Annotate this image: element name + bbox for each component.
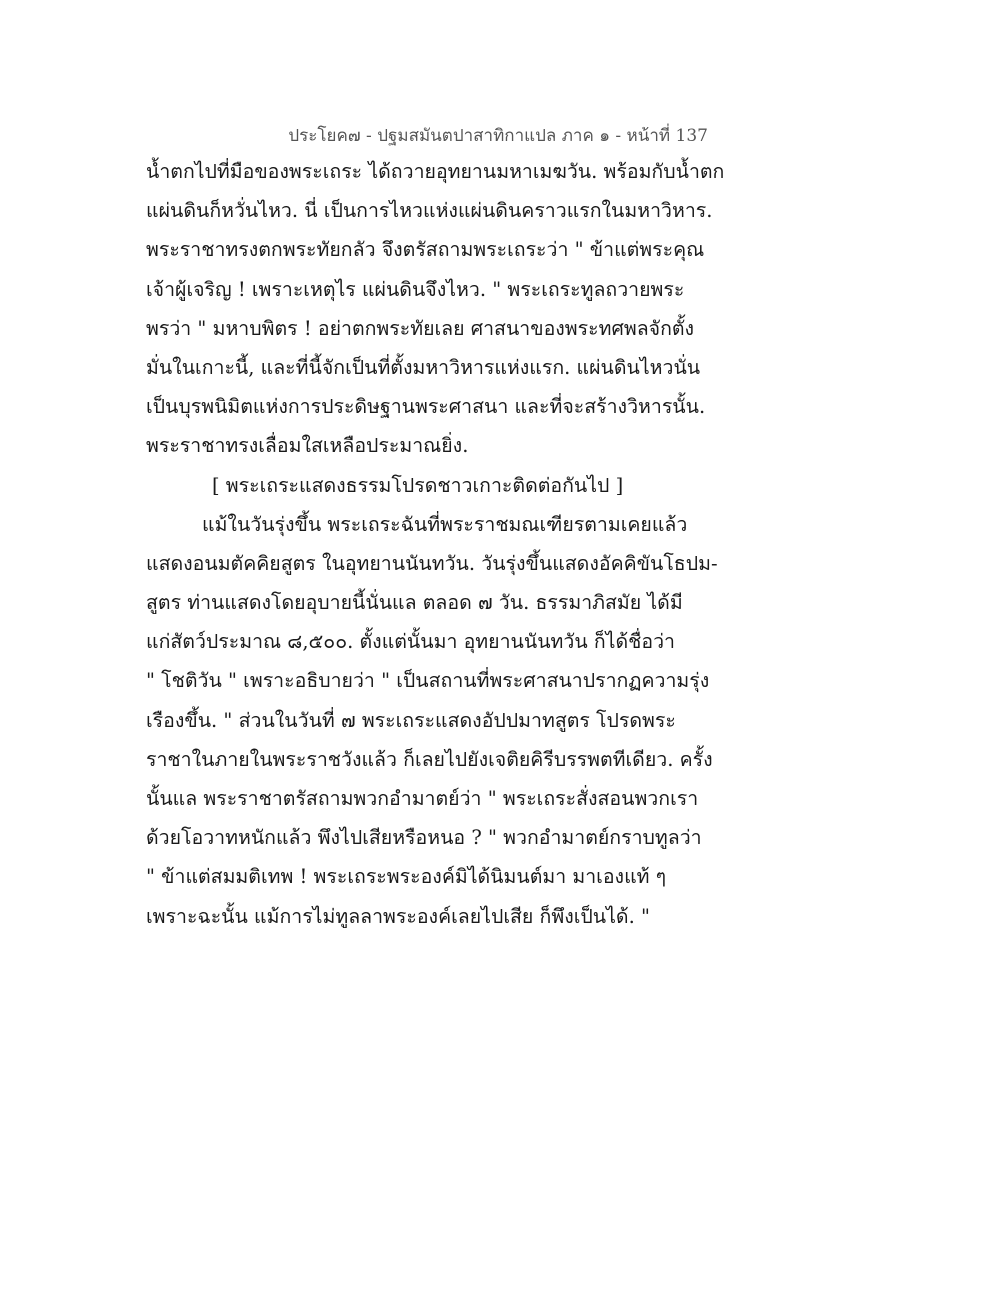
running-header: ประโยค๗ - ปฐมสมันตปาสาทิกาแปล ภาค ๑ - หน้าที่ 137 bbox=[288, 126, 708, 146]
text-line: แสดงอนมตัคคิยสูตร ในอุทยานนันทวัน. วันรุ่งขึ้นแสดงอัคคิขันโธปม- bbox=[146, 551, 718, 575]
text-line: ราชาในภายในพระราชวังแล้ว ก็เลยไปยังเจติยคิรีบรรพตทีเดียว. ครั้ง bbox=[146, 747, 713, 771]
text-line: สูตร ท่านแสดงโดยอุบายนี้นั่นแล ตลอด ๗ วัน. ธรรมาภิสมัย ได้มี bbox=[146, 591, 683, 615]
text-line: ด้วยโอวาทหนักแล้ว พึงไปเสียหรือหนอ ? " พวกอำมาตย์กราบทูลว่า bbox=[146, 826, 702, 850]
text-line: เพราะฉะนั้น แม้การไม่ทูลลาพระองค์เลยไปเสีย ก็พึงเป็นได้. " bbox=[146, 904, 650, 928]
text-line: " ข้าแต่สมมติเทพ ! พระเถระพระองค์มิได้นิมนต์มา มาเองแท้ ๆ bbox=[146, 865, 667, 889]
text-line: พรว่า " มหาบพิตร ! อย่าตกพระทัยเลย ศาสนาของพระทศพลจักตั้ง bbox=[146, 316, 695, 340]
text-line: น้ำตกไปที่มือของพระเถระ ได้ถวายอุทยานมหาเมฆวัน. พร้อมกับน้ำตก bbox=[146, 160, 725, 183]
text-line: แก่สัตว์ประมาณ ๘,๕๐๐. ตั้งแต่นั้นมา อุทยานนันทวัน ก็ได้ชื่อว่า bbox=[146, 630, 675, 654]
body-text bbox=[146, 152, 866, 936]
text-line: เรืองขึ้น. " ส่วนในวันที่ ๗ พระเถระแสดงอัปปมาทสูตร โปรดพระ bbox=[146, 708, 676, 732]
text-line: นั้นแล พระราชาตรัสถามพวกอำมาตย์ว่า " พระเถระสั่งสอนพวกเรา bbox=[146, 787, 699, 810]
text-line: มั่นในเกาะนี้, และที่นี้จักเป็นที่ตั้งมหาวิหารแห่งแรก. แผ่นดินไหวนั่น bbox=[146, 355, 701, 379]
text-line: พระราชาทรงเลื่อมใสเหลือประมาณยิ่ง. bbox=[146, 434, 469, 458]
text-line: เป็นบุรพนิมิตแห่งการประดิษฐานพระศาสนา และที่จะสร้างวิหารนั้น. bbox=[146, 395, 706, 419]
text-line: พระราชาทรงตกพระทัยกลัว จึงตรัสถามพระเถระว่า " ข้าแต่พระคุณ bbox=[146, 238, 705, 262]
text-line: แผ่นดินก็หวั่นไหว. นี่ เป็นการไหวแห่งแผ่นดินคราวแรกในมหาวิหาร. bbox=[146, 199, 713, 223]
text-line: เจ้าผู้เจริญ ! เพราะเหตุไร แผ่นดินจึงไหว. " พระเถระทูลถวายพระ bbox=[146, 277, 685, 301]
section-heading: [ พระเถระแสดงธรรมโปรดชาวเกาะติดต่อกันไป ] bbox=[212, 473, 624, 497]
text-line: " โชติวัน " เพราะอธิบายว่า " เป็นสถานที่พระศาสนาปรากฏความรุ่ง bbox=[146, 669, 710, 693]
text-line: แม้ในวันรุ่งขึ้น พระเถระฉันที่พระราชมณเฑียรตามเคยแล้ว bbox=[202, 512, 688, 536]
